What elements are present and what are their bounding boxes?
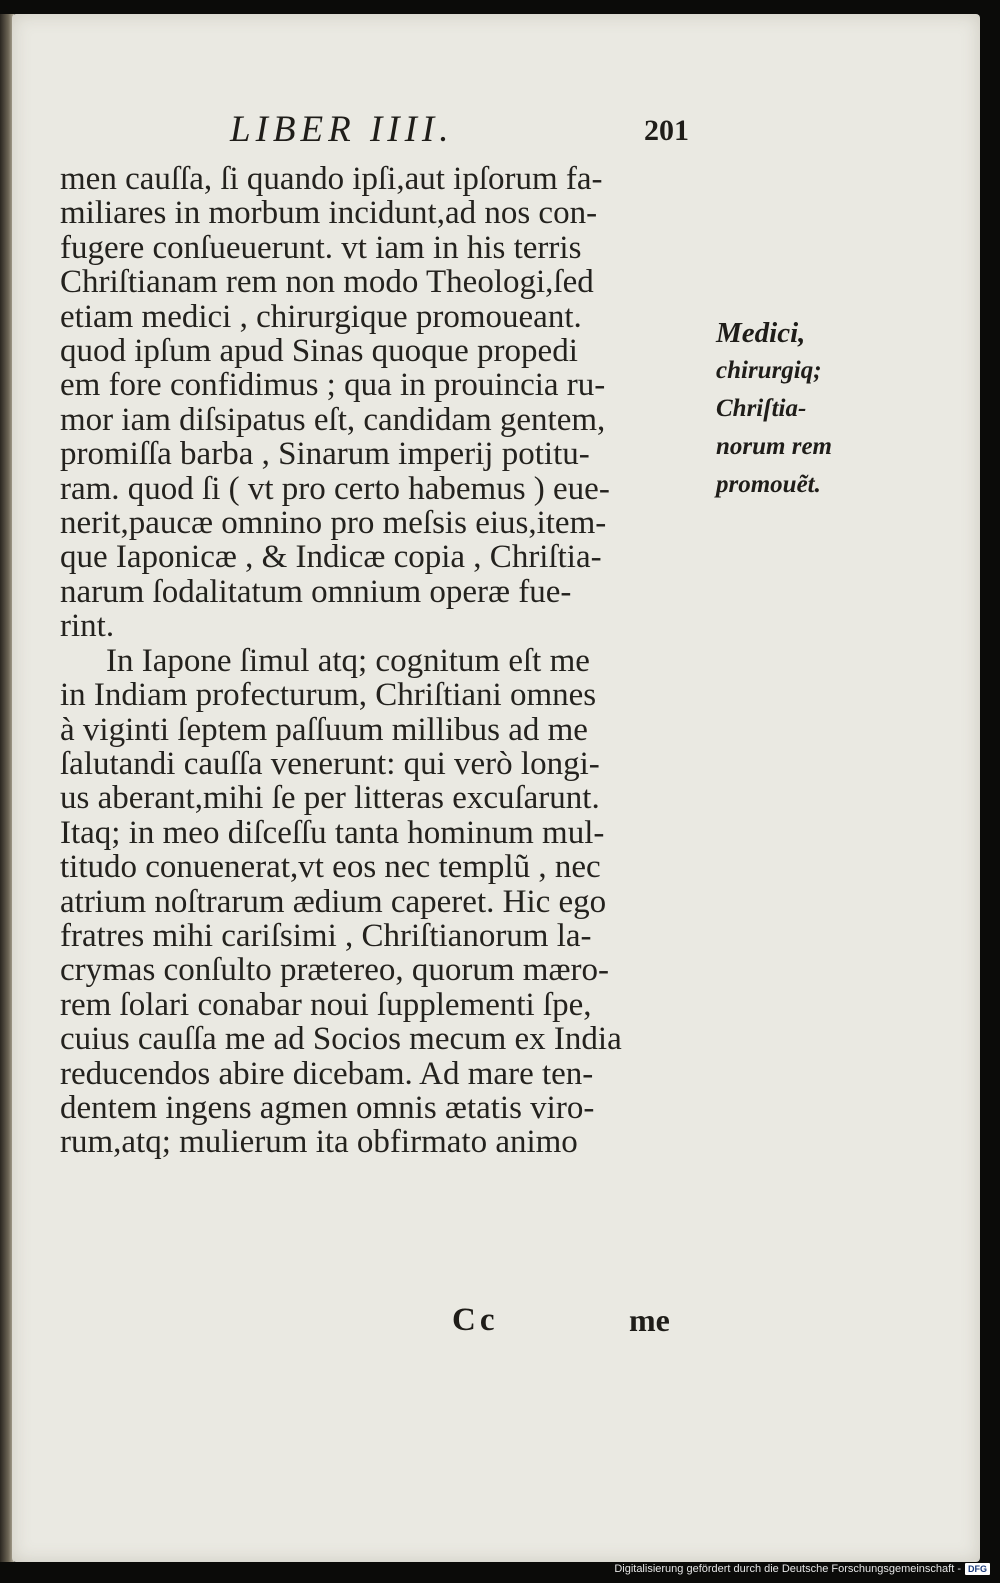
page-header bbox=[12, 94, 980, 164]
text-line: in Indiam profecturum, Chriſtiani omnes bbox=[60, 677, 597, 714]
text-line: etiam medici , chirurgique promoueant. bbox=[60, 298, 582, 335]
text-line: atrium noſtrarum ædium caperet. Hic ego bbox=[60, 883, 607, 920]
marginal-note-line: Medici, bbox=[716, 317, 806, 349]
text-line: rem ſolari conabar noui ſupplementi ſpe, bbox=[60, 986, 592, 1023]
signature-mark: Cc bbox=[452, 1302, 499, 1338]
text-line: dentem ingens agmen omnis ætatis viro- bbox=[60, 1089, 595, 1126]
text-line: quod ipſum apud Sinas quoque propedi bbox=[60, 333, 578, 370]
text-line: us aberant,mihi ſe per litteras excuſarunt. bbox=[60, 780, 600, 817]
text-line: narum ſodalitatum omnium operæ fue- bbox=[60, 573, 572, 610]
text-line: nerit,paucæ omnino pro meſsis eius,item- bbox=[60, 505, 607, 542]
text-line: à viginti ſeptem paſſuum millibus ad me bbox=[60, 711, 588, 748]
text-line: que Iaponicæ , & Indicæ copia , Chriſtia- bbox=[60, 539, 602, 576]
page-number: 201 bbox=[644, 114, 689, 147]
text-line: cuius cauſſa me ad Socios mecum ex India bbox=[60, 1021, 622, 1058]
marginal-note bbox=[716, 314, 886, 504]
book-page bbox=[12, 14, 980, 1562]
page-footer bbox=[12, 1302, 980, 1352]
text-line: promiſſa barba , Sinarum imperij potitu- bbox=[60, 436, 590, 473]
running-title: LIBER IIII. bbox=[230, 109, 454, 150]
text-line: rum,atq; mulierum ita obfirmato animo bbox=[60, 1124, 578, 1161]
text-line: ſalutandi cauſſa venerunt: qui verò longi- bbox=[60, 745, 600, 782]
marginal-note-line: promouẽt. bbox=[716, 471, 821, 498]
catchword: me bbox=[629, 1302, 670, 1338]
marginal-note-line: chirurgiq; bbox=[716, 357, 822, 384]
text-line: fratres mihi cariſsimi , Chriſtianorum la- bbox=[60, 917, 592, 954]
text-line: mor iam diſsipatus eſt, candidam gentem, bbox=[60, 401, 606, 438]
text-line: titudo conuenerat,vt eos nec templũ , nec bbox=[60, 849, 601, 886]
text-line: miliares in morbum incidunt,ad nos con- bbox=[60, 195, 598, 232]
text-line: reducendos abire dicebam. Ad mare ten- bbox=[60, 1055, 594, 1092]
digitization-watermark bbox=[614, 1561, 990, 1577]
text-line: rint. bbox=[60, 608, 115, 645]
body-text bbox=[60, 162, 710, 1160]
marginal-note-line: norum rem bbox=[716, 433, 833, 460]
marginal-note-line: Chriſtia- bbox=[716, 395, 807, 422]
text-line: Itaq; in meo diſceſſu tanta hominum mul- bbox=[60, 814, 605, 851]
watermark-text: Digitalisierung gefördert durch die Deutsche Forschungsgemeinschaft - bbox=[614, 1563, 961, 1575]
dfg-logo-icon: DFG bbox=[965, 1563, 990, 1575]
text-line: ram. quod ſi ( vt pro certo habemus ) eue- bbox=[60, 470, 610, 507]
paragraph-start-line: In Iapone ſimul atq; cognitum eſt me bbox=[106, 642, 590, 679]
text-line: crymas conſulto prætereo, quorum mæro- bbox=[60, 952, 609, 989]
text-line: em fore confidimus ; qua in prouincia ru- bbox=[60, 367, 606, 404]
text-line: fugere conſueuerunt. vt iam in his terris bbox=[60, 229, 582, 266]
text-line: men cauſſa, ſi quando ipſi,aut ipſorum fa- bbox=[60, 161, 603, 197]
text-line: Chriſtianam rem non modo Theologi,ſed bbox=[60, 264, 594, 301]
